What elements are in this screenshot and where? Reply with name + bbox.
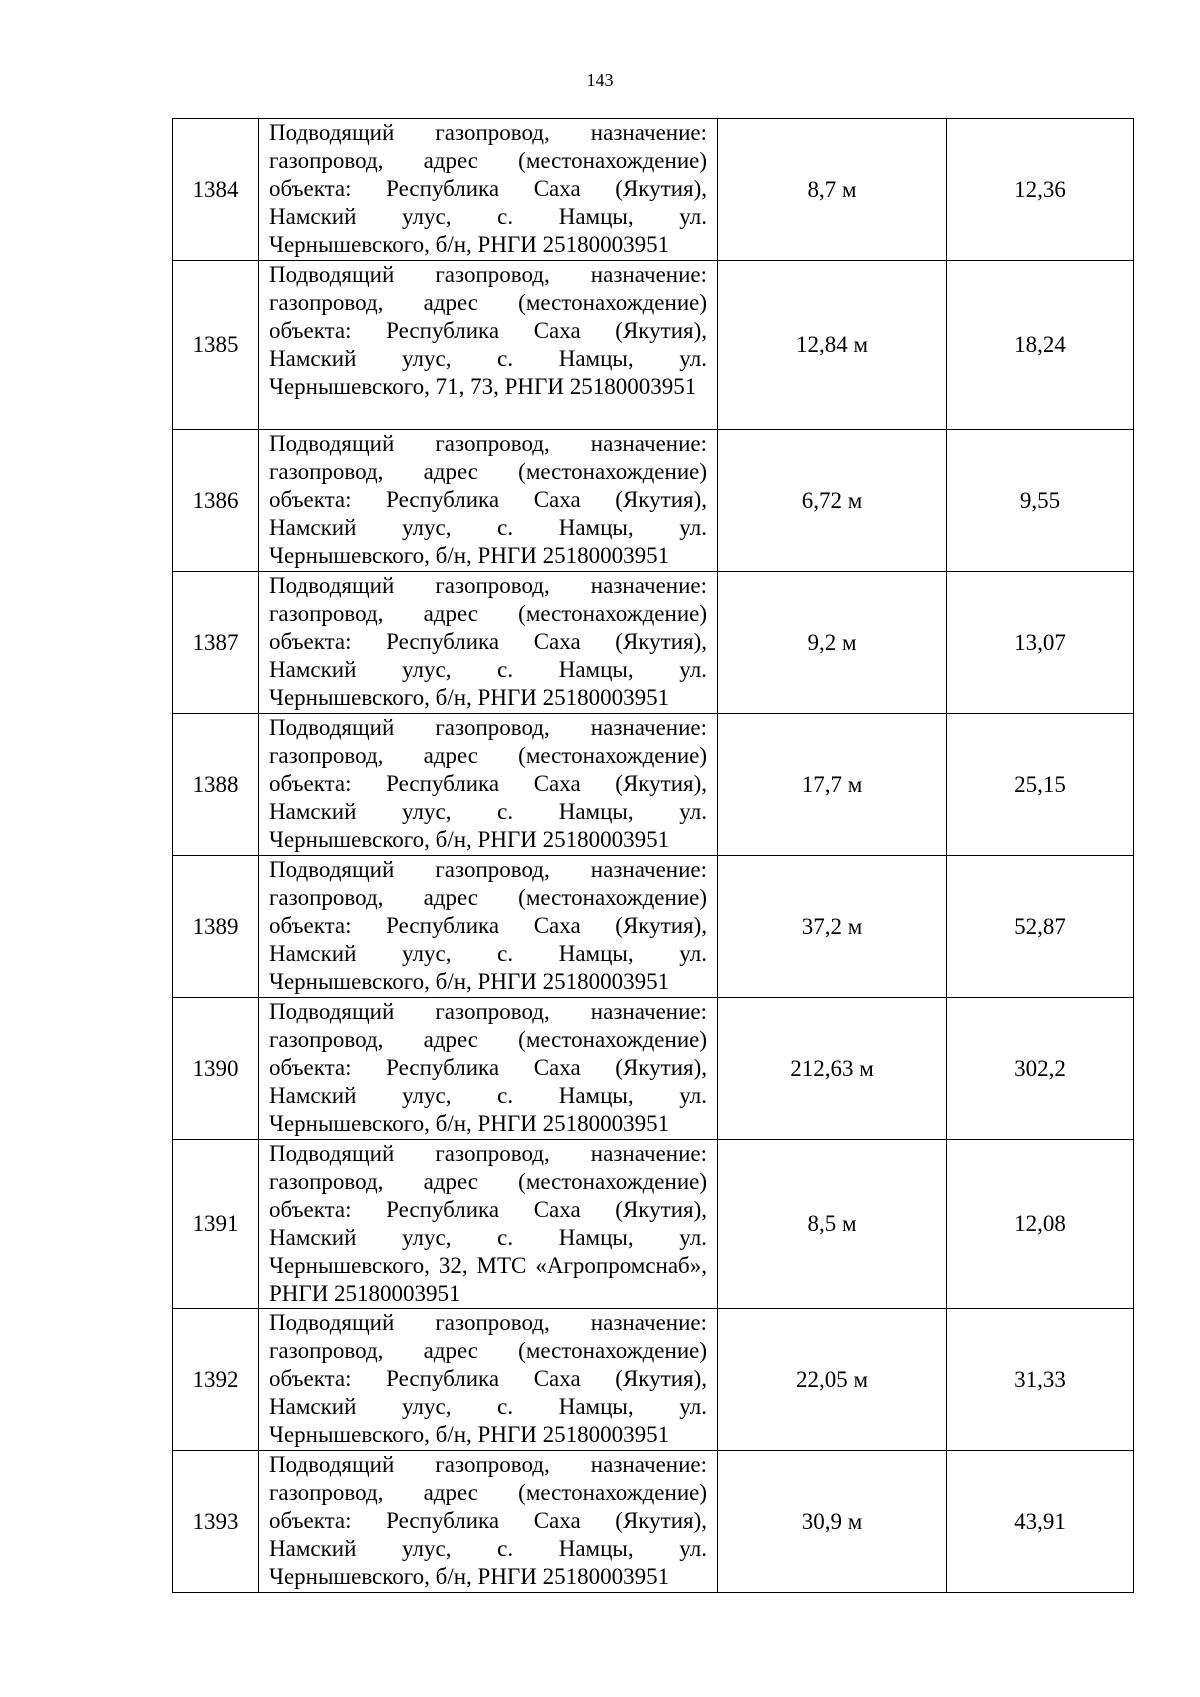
object-value: 31,33 [947, 1309, 1134, 1451]
object-value: 13,07 [947, 572, 1134, 714]
object-value: 302,2 [947, 998, 1134, 1140]
row-number: 1391 [173, 1140, 259, 1309]
object-length: 8,5 м [718, 1140, 947, 1309]
object-length: 8,7 м [718, 119, 947, 261]
object-length: 17,7 м [718, 714, 947, 856]
object-description: Подводящий газопровод, назначение: газопровод, адрес (местонахождение) объекта: Республика Саха (Якутия), Намский улус, с. Намцы, ул. Чернышевского, б/н, РНГИ 25180003951 [259, 119, 718, 261]
object-length: 37,2 м [718, 856, 947, 998]
object-length: 22,05 м [718, 1309, 947, 1451]
object-value: 25,15 [947, 714, 1134, 856]
object-length: 30,9 м [718, 1451, 947, 1593]
object-description: Подводящий газопровод, назначение: газопровод, адрес (местонахождение) объекта: Республика Саха (Якутия), Намский улус, с. Намцы, ул. Чернышевского, б/н, РНГИ 25180003951 [259, 714, 718, 856]
row-number: 1387 [173, 572, 259, 714]
table-row [173, 714, 1134, 856]
object-length: 9,2 м [718, 572, 947, 714]
table-row [173, 998, 1134, 1140]
table-row [173, 430, 1134, 572]
table-row [173, 1140, 1134, 1309]
object-description: Подводящий газопровод, назначение: газопровод, адрес (местонахождение) объекта: Республика Саха (Якутия), Намский улус, с. Намцы, ул. Чернышевского, б/н, РНГИ 25180003951 [259, 998, 718, 1140]
row-number: 1385 [173, 261, 259, 430]
table-row [173, 1309, 1134, 1451]
object-description: Подводящий газопровод, назначение: газопровод, адрес (местонахождение) объекта: Республика Саха (Якутия), Намский улус, с. Намцы, ул. Чернышевского, б/н, РНГИ 25180003951 [259, 1451, 718, 1593]
row-number: 1388 [173, 714, 259, 856]
row-number: 1389 [173, 856, 259, 998]
table-row [173, 1451, 1134, 1593]
object-length: 12,84 м [718, 261, 947, 430]
row-number: 1386 [173, 430, 259, 572]
row-number: 1390 [173, 998, 259, 1140]
object-value: 9,55 [947, 430, 1134, 572]
object-value: 18,24 [947, 261, 1134, 430]
object-description: Подводящий газопровод, назначение: газопровод, адрес (местонахождение) объекта: Республика Саха (Якутия), Намский улус, с. Намцы, ул. Чернышевского, б/н, РНГИ 25180003951 [259, 430, 718, 572]
object-length: 212,63 м [718, 998, 947, 1140]
object-value: 52,87 [947, 856, 1134, 998]
object-description: Подводящий газопровод, назначение: газопровод, адрес (местонахождение) объекта: Республика Саха (Якутия), Намский улус, с. Намцы, ул. Чернышевского, б/н, РНГИ 25180003951 [259, 856, 718, 998]
page-number: 143 [586, 70, 614, 90]
registry-table [172, 118, 1134, 1593]
object-value: 12,36 [947, 119, 1134, 261]
object-description: Подводящий газопровод, назначение: газопровод, адрес (местонахождение) объекта: Республика Саха (Якутия), Намский улус, с. Намцы, ул. Чернышевского, б/н, РНГИ 25180003951 [259, 1309, 718, 1451]
table-row [173, 119, 1134, 261]
object-description: Подводящий газопровод, назначение: газопровод, адрес (местонахождение) объекта: Республика Саха (Якутия), Намский улус, с. Намцы, ул. Чернышевского, б/н, РНГИ 25180003951 [259, 572, 718, 714]
object-value: 12,08 [947, 1140, 1134, 1309]
object-description: Подводящий газопровод, назначение: газопровод, адрес (местонахождение) объекта: Республика Саха (Якутия), Намский улус, с. Намцы, ул. Чернышевского, 32, МТС «Агропромснаб», РНГИ 25180003951 [259, 1140, 718, 1309]
object-description: Подводящий газопровод, назначение: газопровод, адрес (местонахождение) объекта: Республика Саха (Якутия), Намский улус, с. Намцы, ул. Чернышевского, 71, 73, РНГИ 25180003951 [259, 261, 718, 430]
object-value: 43,91 [947, 1451, 1134, 1593]
table-row [173, 856, 1134, 998]
table-row [173, 261, 1134, 430]
row-number: 1384 [173, 119, 259, 261]
table-row [173, 572, 1134, 714]
row-number: 1393 [173, 1451, 259, 1593]
row-number: 1392 [173, 1309, 259, 1451]
object-length: 6,72 м [718, 430, 947, 572]
